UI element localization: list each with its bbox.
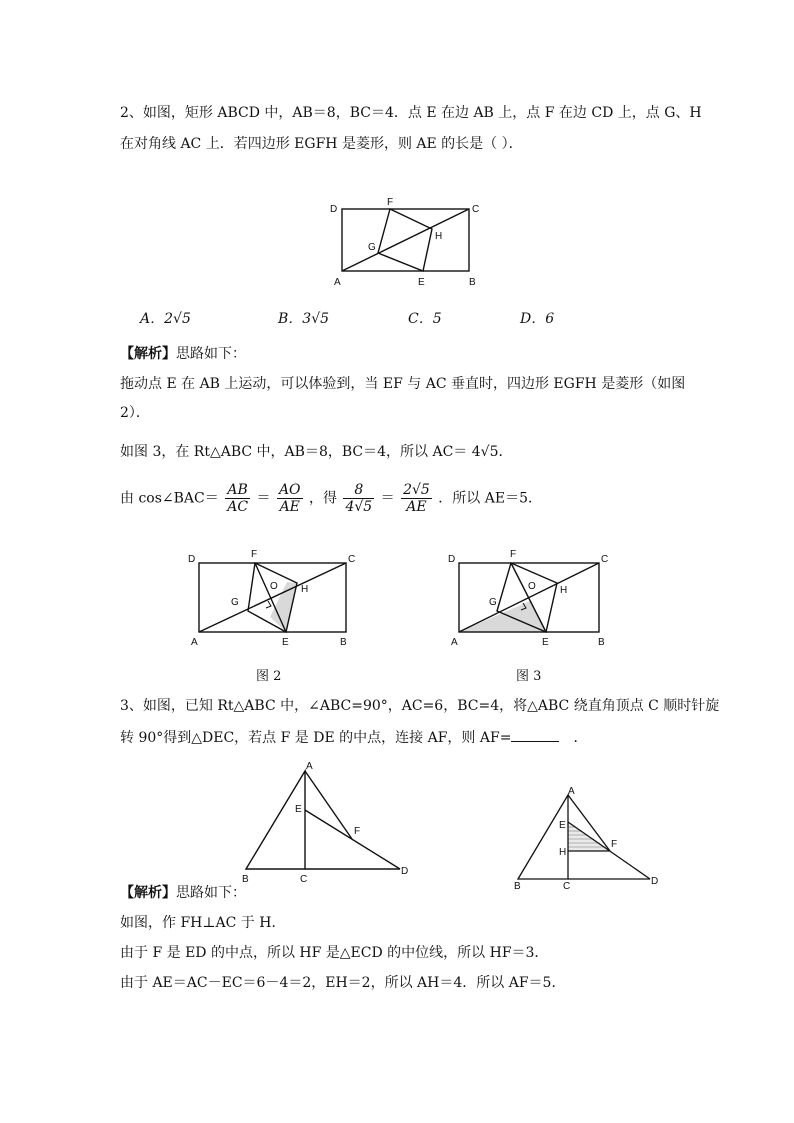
equals-sign: ＝: [256, 490, 271, 507]
caption-figure-2: 图 2: [256, 669, 282, 684]
label-a: A: [191, 637, 198, 648]
triangle-abc: [246, 771, 305, 869]
q2-stem-line1: 2、如图，矩形 ABCD 中，AB＝8，BC＝4．点 E 在边 AB 上，点 F 在边 CD 上，点 G、H: [120, 105, 702, 121]
formula-prefix: 由 cos∠BAC＝: [120, 490, 219, 507]
fraction-8-4root5: $\frac{8}{4√5}$: [345, 482, 373, 515]
analysis-intro: 思路如下：: [176, 346, 246, 362]
q3-analysis-line1: 如图，作 FH⊥AC 于 H．: [120, 915, 286, 931]
label-f: F: [387, 197, 394, 208]
label-b: B: [514, 881, 521, 892]
label-h: H: [559, 847, 567, 858]
fraction-ao-ae: $\frac{AO}{AE}$: [278, 482, 301, 515]
label-f: F: [611, 839, 618, 850]
label-g: G: [231, 597, 239, 608]
q2-analysis-line2: 2）．: [120, 405, 150, 421]
diagonal-ac: [199, 563, 346, 632]
label-a: A: [306, 761, 313, 772]
q3-stem-line2-text: 转 90°得到△DEC，若点 F 是 DE 的中点，连接 AF，则 AF=: [120, 730, 512, 746]
label-c: C: [563, 881, 571, 892]
q3-figure-2: [510, 785, 670, 890]
label-c: C: [348, 554, 356, 565]
label-a: A: [568, 786, 575, 797]
q2-analysis-line4: [120, 482, 542, 515]
label-d: D: [651, 876, 659, 887]
label-g: G: [489, 597, 497, 608]
label-e: E: [418, 277, 425, 288]
label-g: G: [368, 242, 376, 253]
label-e: E: [542, 637, 549, 648]
caption-figure-3: 图 3: [516, 669, 542, 684]
formula-mid: ，得: [308, 490, 337, 507]
segment-ed: [305, 810, 400, 869]
label-c: C: [472, 204, 480, 215]
diagonal-ac: [342, 209, 469, 271]
q3-analysis-line2: 由于 F 是 ED 的中点，所以 HF 是△ECD 的中位线，所以 HF＝3．: [120, 945, 549, 961]
label-f: F: [251, 549, 258, 560]
analysis-heading: 【解析】: [120, 885, 176, 901]
label-b: B: [469, 277, 476, 288]
q2-figure: [320, 195, 490, 295]
label-h: H: [560, 585, 568, 596]
triangle-abc: [518, 795, 568, 879]
label-b: B: [242, 874, 249, 885]
option-b: B．3√5: [278, 311, 330, 327]
q2-analysis-line3: 如图 3，在 Rt△ABC 中，AB＝8，BC＝4，所以 AC＝ 4√5．: [120, 444, 513, 460]
segment-af: [305, 771, 352, 839]
label-e: E: [295, 804, 302, 815]
q2-stem-line2: 在对角线 AC 上．若四边形 EGFH 是菱形，则 AE 的长是（ ）．: [120, 136, 523, 152]
right-angle-mark: [266, 601, 271, 608]
q3-analysis-line3: 由于 AE＝AC－EC＝6－4＝2，EH＝2，所以 AH＝4．所以 AF＝5．: [120, 975, 566, 991]
q3-stem-line2-end: ．: [573, 730, 588, 746]
label-e: E: [559, 820, 566, 831]
q3-figure-1: [238, 760, 418, 885]
label-c: C: [300, 874, 308, 885]
q3-stem-line1: 3、如图，已知 Rt△ABC 中，∠ABC=90°，AC=6，BC=4，将△ABC 绕直角顶点 C 顺时针旋: [120, 698, 720, 714]
label-a: A: [334, 277, 341, 288]
label-d: D: [448, 554, 456, 565]
analysis-heading: 【解析】: [120, 346, 176, 362]
option-d: D．6: [520, 311, 555, 327]
fraction-2root5-ae: $\frac{2√5}{AE}$: [403, 482, 430, 515]
option-c: C．5: [408, 311, 442, 327]
fraction-ab-ac: $\frac{AB}{AC}$: [227, 482, 249, 515]
label-f: F: [510, 549, 517, 560]
label-d: D: [401, 866, 409, 877]
q2-analysis-heading-row: [120, 345, 246, 363]
label-b: B: [598, 637, 605, 648]
label-d: D: [330, 204, 338, 215]
label-d: D: [188, 554, 196, 565]
answer-blank: [511, 728, 559, 742]
label-f: F: [354, 826, 361, 837]
q2-analysis-line1: 拖动点 E 在 AB 上运动，可以体验到，当 EF 与 AC 垂直时，四边形 EGFH 是菱形（如图: [120, 376, 686, 392]
label-o: O: [270, 581, 278, 592]
label-e: E: [282, 637, 289, 648]
label-h: H: [301, 584, 309, 595]
label-a: A: [451, 637, 458, 648]
label-o: O: [528, 581, 536, 592]
q3-stem-line2: [120, 728, 587, 747]
figure-3: [445, 545, 625, 650]
label-c: C: [601, 554, 609, 565]
label-b: B: [340, 637, 347, 648]
figure-2: [185, 545, 365, 650]
equals-sign: ＝: [380, 490, 395, 507]
option-a: A．2√5: [140, 311, 191, 327]
formula-suffix: ．所以 AE＝5．: [438, 490, 542, 507]
label-h: H: [435, 231, 443, 242]
q3-analysis-heading-row: [120, 884, 246, 902]
analysis-intro: 思路如下：: [176, 885, 246, 901]
